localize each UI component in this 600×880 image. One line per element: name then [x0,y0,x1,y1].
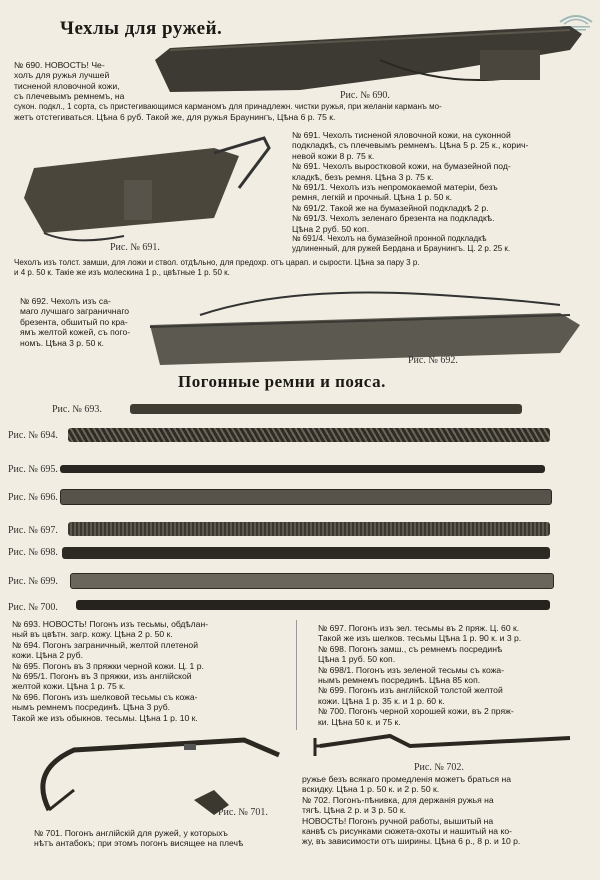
strap-label-700: Рис. № 700. [8,602,58,613]
strap-label-695: Рис. № 695. [8,464,58,475]
strap-700-illustration [76,600,550,610]
text-line: № 692. Чехолъ изъ са- [20,296,111,306]
text-line: сукон. подкл., 1 сорта, съ пристегивающимся карманомъ для принадлежн. чистки ружья, при желаніи карманъ мо- [14,101,442,111]
column-divider [296,620,297,730]
text-line: тягѣ. Цѣна 2 р. и 3 р. 50 к. [302,805,407,816]
text-line: Цѣна 1 руб. 50 коп. [318,654,396,665]
strap-698-illustration [62,547,550,559]
text-line: № 698. Погонъ замш., съ ремнемъ посрединѣ [318,643,503,654]
strap-699-illustration [70,573,554,589]
text-line: № 691/1. Чехолъ изъ непромокаемой матеріи, безъ [292,182,498,193]
text-line: жу, въ зависимости отъ ширины. Цѣна 6 р., 8 р. и 10 р. [302,836,521,847]
text-line: удлиненный, для ружей Бердана и Браунингъ. Ц. 2 р. 25 к. [292,244,511,254]
text-line: № 701. Погонъ англійскій для ружей, у которыхъ [34,828,228,838]
text-line: кожи. Цѣна 2 руб. [12,650,83,661]
text-line: канвѣ съ рисунками сюжета-охоты и нашитый на ко- [302,826,512,837]
text-line: НОВОСТЬ! Погонъ ручной работы, вышитый на [302,815,494,826]
text-line: маго лучшаго заграничнаго [20,306,130,317]
figure-caption-690: Рис. № 690. [340,90,390,101]
text-line: брезента, обшитый по кра- [20,316,128,327]
text-line: кожи. Цѣна 1 р. 35 к. и 1 р. 60 к. [318,695,445,706]
description-690 [14,60,442,122]
text-line: подкладкѣ, съ плечевымъ ремнемъ. Цѣна 5 р. 25 к., корич- [292,140,529,151]
description-697-700 [318,623,521,727]
strap-695-illustration [60,465,545,473]
strap-label-699: Рис. № 699. [8,576,58,587]
text-line: желтой кожи. Цѣна 1 р. 75 к. [12,681,126,692]
figure-caption-691: Рис. № 691. [110,242,160,253]
strap-697-illustration [68,522,550,536]
text-line: Цѣна 2 руб. 50 коп. [292,223,370,234]
section-title-straps: Погонные ремни и пояса. [178,372,386,391]
gun-case-691-illustration [14,128,284,248]
text-line: № 695. Погонъ въ 3 пряжки черной кожи. Ц. 1 р. [12,660,204,671]
text-line: № 691/4. Чехолъ на бумазейной пронной подкладкѣ [292,234,487,244]
description-691-suede [14,258,420,279]
text-line: № 695/1. Погонъ въ 3 пряжки, изъ англійской [12,671,192,682]
text-line: № 691/3. Чехолъ зеленаго брезента на подкладкѣ. [292,213,495,224]
text-line: холъ для ружья лучшей [14,70,110,81]
text-line: вскидку. Цѣна 1 р. 50 к. и 2 р. 50 к. [302,784,440,795]
text-line: нѣтъ антабокъ; при этомъ погонъ висящее на плечѣ [34,838,244,849]
text-line: № 698/1. Погонъ изъ зеленой тесьмы съ кожа- [318,664,505,675]
text-line: кладкѣ, безъ ремня. Цѣна 3 р. 75 к. [292,171,434,182]
description-692 [20,296,130,348]
text-line: № 694. Погонъ заграничный, желтой плетеной [12,639,199,650]
text-line: невой кожи 8 р. 75 к. [292,150,375,161]
text-line: тисненой яловочной кожи, [14,80,120,91]
strap-label-694: Рис. № 694. [8,430,58,441]
text-line: ки. Цѣна 50 к. и 75 к. [318,716,401,727]
text-line: Такой же изъ шелков. тесьмы Цѣна 1 р. 90 к. и 3 р. [318,633,522,644]
strap-696-illustration [60,489,552,505]
text-line: № 696. Погонъ изъ шелковой тесьмы съ кожа- [12,691,198,702]
figure-caption-701: Рис. № 701. [218,807,268,818]
description-693-696 [12,619,208,723]
text-line: № 691. Чехолъ выростковой кожи, на бумазейной под- [292,161,511,172]
text-line: Такой же изъ обыкнов. тесьмы. Цѣна 1 р. 10 к. [12,712,198,723]
strap-694-illustration [68,428,550,442]
strap-693-illustration [130,404,522,414]
text-line: жетъ отстегиваться. Цѣна 6 руб. Такой же, для ружья Браунингъ, Цѣна 6 р. 75 к. [14,112,336,123]
text-line: и 4 р. 50 к. Такіе же изъ молескина 1 р., цвѣтные 1 р. 50 к. [14,268,230,278]
text-line: ремня, легкій и прочный. Цѣна 1 р. 50 к. [292,192,452,203]
strap-label-693: Рис. № 693. [52,404,102,415]
text-line: № 690. НОВОСТЬ! Че- [14,60,105,70]
text-line: нымъ ремнемъ посрединѣ. Цѣна 3 руб. [12,702,171,713]
text-line: Чехолъ изъ толст. замши, для ложи и ствол. отдѣльно, для предохр. отъ царап. и сырости. Цѣна за пару 3 р. [14,258,420,267]
gun-case-692-illustration [140,285,590,370]
text-line: ный въ цвѣтн. загр. кожу. Цѣна 2 р. 50 к. [12,629,173,640]
strap-label-698: Рис. № 698. [8,547,58,558]
text-line: № 702. Погонъ-пѣнивка, для держанія ружья на [302,794,494,805]
text-line: № 697. Погонъ изъ зел. тесьмы въ 2 пряж. Ц. 60 к. [318,623,520,633]
text-line: № 691/2. Такой же на бумазейной подкладкѣ 2 р. [292,202,489,213]
description-691 [292,130,528,255]
text-line: № 699. Погонъ изъ англійской толстой желтой [318,685,503,696]
text-line: нымъ ремнемъ посрединѣ. Цѣна 85 коп. [318,675,481,686]
figure-caption-702: Рис. № 702. [414,762,464,773]
text-line: ружье безъ всякаго промедленія можетъ браться на [302,774,511,784]
text-line: № 691. Чехолъ тисненой яловочной кожи, на суконной [292,130,511,140]
description-701 [34,828,243,849]
description-702 [302,774,520,847]
text-line: № 700. Погонъ черной хорошей кожи, въ 2 пряж- [318,706,514,717]
text-line: съ плечевымъ ремнемъ, на [14,91,125,102]
strap-label-697: Рис. № 697. [8,525,58,536]
text-line: ямъ желтой кожей, съ пого- [20,327,131,338]
text-line: номъ. Цѣна 3 р. 50 к. [20,337,104,348]
section-title-cases: Чехлы для ружей. [60,18,223,39]
text-line: № 693. НОВОСТЬ! Погонъ изъ тесьмы, обдѣлан- [12,619,209,629]
strap-label-696: Рис. № 696. [8,492,58,503]
figure-caption-692: Рис. № 692. [408,355,458,366]
